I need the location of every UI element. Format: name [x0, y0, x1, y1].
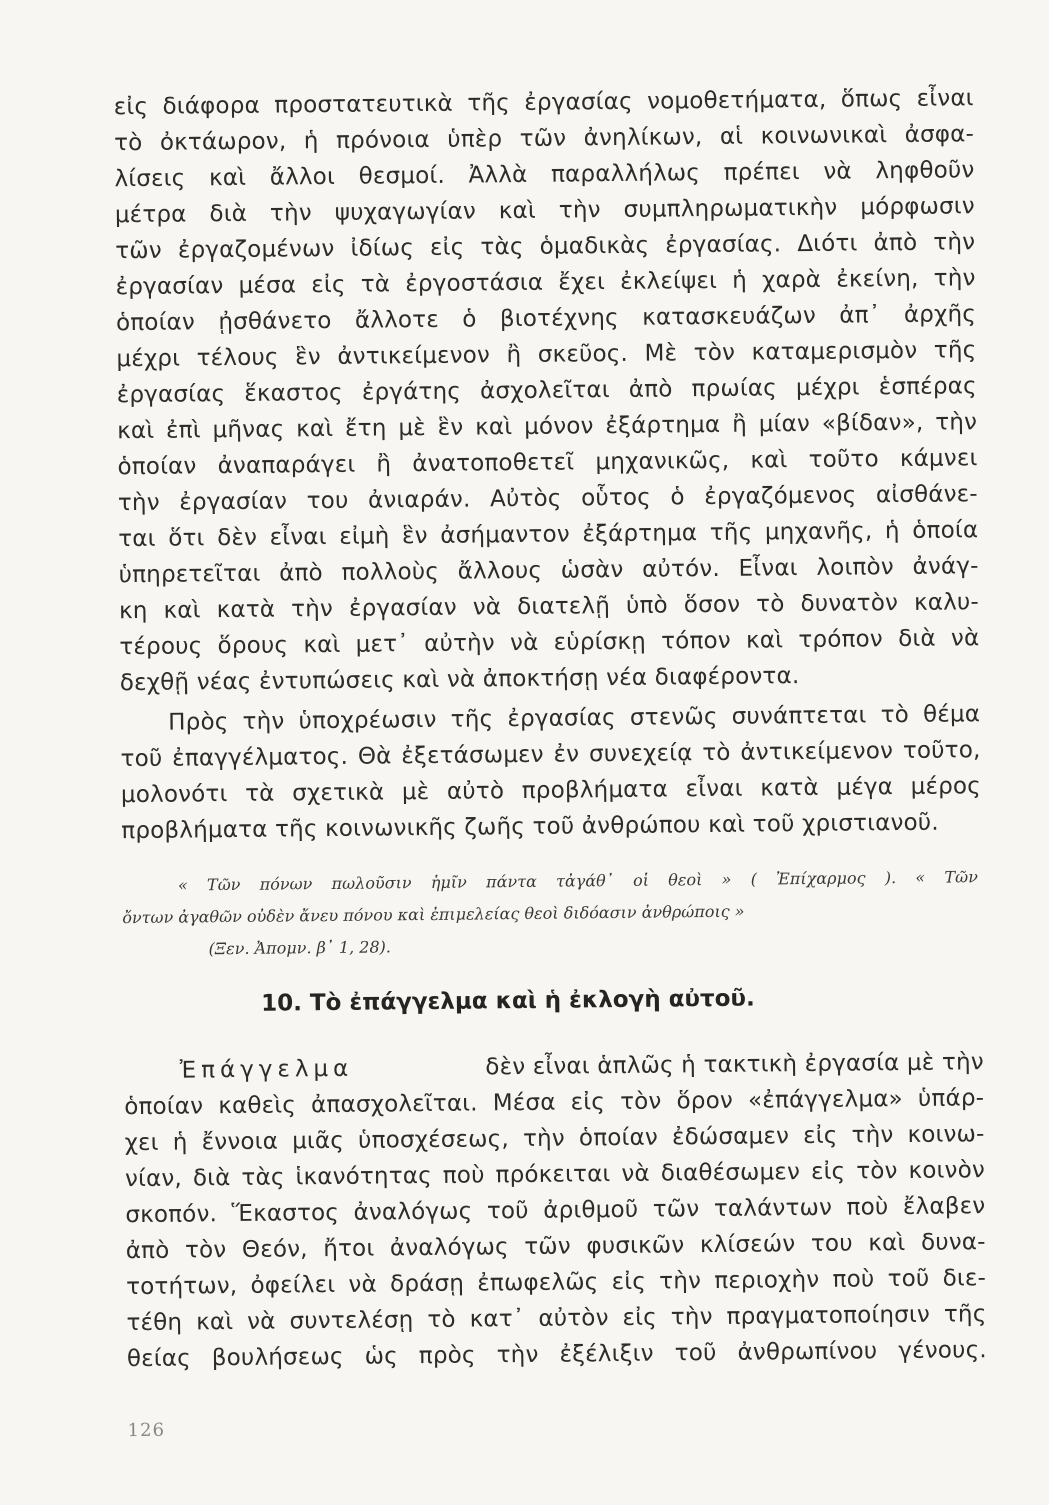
text-line: χει ἡ ἔννοια μιᾶς ὑποσχέσεως, τὴν ὁποίαν ἐδώσαμεν εἰς τὴν κοινω-	[124, 1121, 985, 1157]
text-line: ται ὅτι δὲν εἶναι εἰμὴ ἓν ἀσήμαντον ἐξάρτημα τῆς μηχανῆς, ἡ ὁποία	[118, 517, 979, 553]
text-span: δὲν εἶναι ἁπλῶς ἡ τακτικὴ ἐργασία μὲ τὴν	[485, 1049, 984, 1081]
text-line: ὑπηρετεῖται ἀπὸ πολλοὺς ἄλλους ὡσὰν αὐτόν. Εἶναι λοιπὸν ἀνάγ-	[118, 553, 979, 589]
text-line: ὁποίαν ᾐσθάνετο ἄλλοτε ὁ βιοτέχνης κατασκευάζων ἀπ᾽ ἀρχῆς	[115, 301, 977, 337]
quote-line: ὄντων ἀγαθῶν οὐδὲν ἄνευ πόνου καὶ ἐπιμελείας θεοὶ διδόασιν ἀνθρώποις »	[122, 901, 745, 928]
text-line: τέθη καὶ νὰ συντελέσῃ τὸ κατ᾽ αὐτὸν εἰς τὴν πραγματοποίησιν τῆς	[126, 1301, 987, 1337]
text-line	[180, 1047, 984, 1085]
text-line: μολονότι τὰ σχετικὰ μὲ αὐτὸ προβλήματα εἶναι κατὰ μέγα μέρος	[120, 773, 982, 809]
text-line: κη καὶ κατὰ τὴν ἐργασίαν νὰ διατελῇ ὑπὸ ὅσον τὸ δυνατὸν καλυ-	[118, 589, 980, 625]
text-line: καὶ ἐπὶ μῆνας καὶ ἔτη μὲ ἓν καὶ μόνον ἐξάρτημα ἢ μίαν «βίδαν», τὴν	[117, 409, 978, 445]
text-line: τοτήτων, ὀφείλει νὰ δράσῃ ἐπωφελῶς εἰς τὴν περιοχὴν ποὺ τοῦ διε-	[125, 1265, 987, 1301]
emphasized-term: Ἐπάγγελμα	[179, 1055, 354, 1084]
text-line: ὁποίαν καθεὶς ἀπασχολεῖται. Μέσα εἰς τὸν ὅρον «ἐπάγγελμα» ὑπάρ-	[124, 1085, 985, 1121]
text-line: ἐργασίας ἕκαστος ἐργάτης ἀσχολεῖται ἀπὸ πρωίας μέχρι ἑσπέρας	[116, 373, 977, 409]
text-line: Πρὸς τὴν ὑποχρέωσιν τῆς ἐργασίας στενῶς συνάπτεται τὸ θέμα	[168, 701, 981, 736]
quote-citation: (Ξεν. Ἀπομν. β᾽ 1, 28).	[208, 937, 392, 959]
text-line: θείας βουλήσεως ὡς πρὸς τὴν ἐξέλιξιν τοῦ ἀνθρωπίνου γένους.	[126, 1337, 987, 1373]
text-line: σκοπόν. Ἕκαστος ἀναλόγως τοῦ ἀριθμοῦ τῶν ταλάντων ποὺ ἔλαβεν	[125, 1193, 986, 1229]
page-number: 126	[127, 1419, 166, 1442]
text-line: εἰς διάφορα προστατευτικὰ τῆς ἐργασίας νομοθετήματα, ὅπως εἶναι	[113, 85, 974, 121]
text-line: τὴν ἐργασίαν του ἀνιαράν. Αὐτὸς οὗτος ὁ ἐργαζόμενος αἰσθάνε-	[117, 481, 979, 517]
text-line: νίαν, διὰ τὰς ἱκανότητας ποὺ πρόκειται νὰ διαθέσωμεν εἰς τὸν κοινὸν	[124, 1157, 986, 1193]
quote-line: « Τῶν πόνων πωλοῦσιν ἡμῖν πάντα τἀγάθ᾽ οἱ θεοὶ » ( Ἐπίχαρμος ). « Τῶν	[177, 867, 978, 895]
text-line: μέχρι τέλους ἓν ἀντικείμενον ἢ σκεῦος. Μὲ τὸν καταμερισμὸν τῆς	[116, 337, 977, 373]
text-line: ὁποίαν ἀναπαράγει ἢ ἀνατοποθετεῖ μηχανικῶς, καὶ τοῦτο κάμνει	[117, 445, 978, 481]
text-line: λίσεις καὶ ἄλλοι θεσμοί. Ἀλλὰ παραλλήλως πρέπει νὰ ληφθοῦν	[114, 157, 975, 193]
text-line: ἀπὸ τὸν Θεόν, ἤτοι ἀναλόγως τῶν φυσικῶν κλίσεών του καὶ δυνα-	[125, 1229, 986, 1265]
text-line: μέτρα διὰ τὴν ψυχαγωγίαν καὶ τὴν συμπληρωματικὴν μόρφωσιν	[114, 193, 975, 229]
text-line: ἐργασίαν μέσα εἰς τὰ ἐργοστάσια ἔχει ἐκλείψει ἡ χαρὰ ἐκείνη, τὴν	[115, 265, 976, 301]
text-line: τὸ ὀκτάωρον, ἡ πρόνοια ὑπὲρ τῶν ἀνηλίκων, αἱ κοινωνικαὶ ἀσφα-	[114, 121, 975, 157]
paragraph-1	[0, 0, 1042, 697]
text-line: τέρους ὅρους καὶ μετ᾽ αὐτὴν νὰ εὑρίσκῃ τόπον καὶ τρόπον διὰ νὰ	[119, 625, 980, 661]
section-heading: 10. Τὸ ἐπάγγελμα καὶ ἡ ἐκλογὴ αὐτοῦ.	[261, 985, 755, 1017]
text-line: τοῦ ἐπαγγέλματος. Θὰ ἐξετάσωμεν ἐν συνεχείᾳ τὸ ἀντικείμενον τοῦτο,	[120, 737, 981, 773]
text-line: τῶν ἐργαζομένων ἰδίως εἰς τὰς ὁμαδικὰς ἐργασίας. Διότι ἀπὸ τὴν	[115, 229, 976, 265]
text-line: δεχθῇ νέας ἐντυπώσεις καὶ νὰ ἀποκτήσῃ νέα διαφέροντα.	[119, 663, 800, 697]
text-line: προβλήματα τῆς κοινωνικῆς ζωῆς τοῦ ἀνθρώπου καὶ τοῦ χριστιανοῦ.	[121, 809, 939, 845]
